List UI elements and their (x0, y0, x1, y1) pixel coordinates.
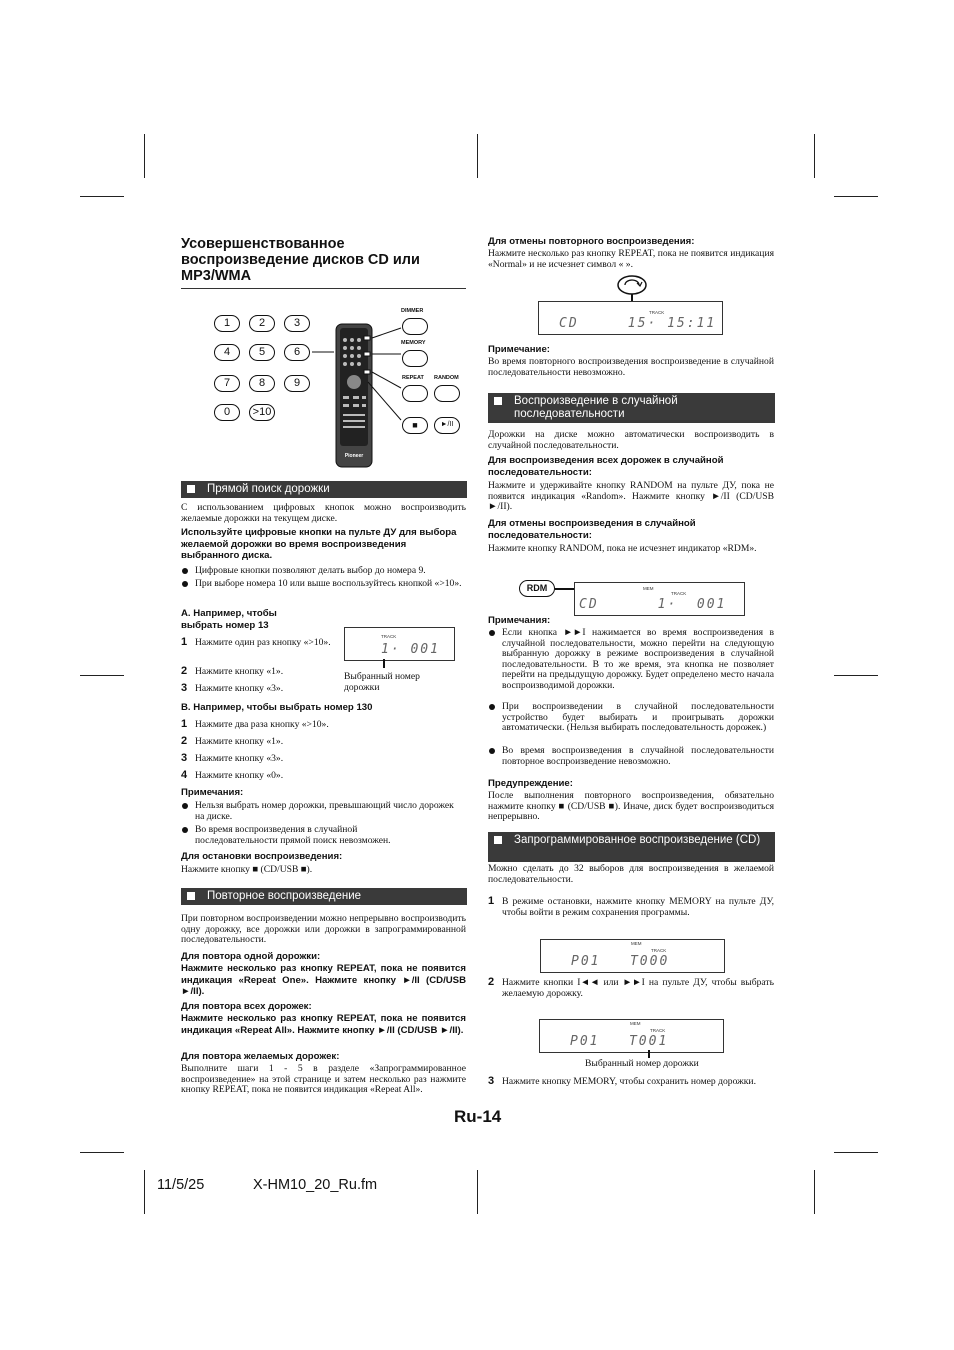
direct-instruction: Используйте цифровые кнопки на пульте ДУ для выбора желаемой дорожки во время воспроизведения выбранного диска. (181, 527, 457, 561)
lcd-track-label: TRACK (651, 948, 667, 953)
key-10plus: >10 (249, 404, 275, 421)
example-b-title: B. Например, чтобы выбрать номер 130 (181, 702, 373, 713)
step-text: Нажмите кнопку «0». (195, 770, 284, 781)
lcd-track-label: TRACK (650, 1028, 666, 1033)
random-button (434, 385, 460, 402)
repeat-button (402, 385, 428, 402)
program-intro: Можно сделать до 32 выборов для воспроизведения в желаемой последовательности. (488, 863, 774, 885)
crop-mark (477, 1170, 478, 1214)
cancel-repeat-title: Для отмены повторного воспроизведения: (488, 236, 695, 247)
example-a-step-2: 2 Нажмите кнопку «1». (181, 665, 284, 677)
step-text: Нажмите кнопку «1». (195, 736, 284, 747)
key-9: 9 (284, 375, 310, 392)
random-note: При воспроизведении в случайной последовательности устройство будет выбирать и проигрывать дорожки автоматически. (Нельзя выбирать последовательность дорожек.) (488, 702, 774, 734)
heading-text: Прямой поиск дорожки (207, 483, 330, 495)
repeat-want-text: Выполните шаги 1 - 5 в разделе «Запрограммированное воспроизведение» на этой странице и затем несколько раз нажмите кнопку REPEAT, пока не появится индикация «Repeat All». (181, 1063, 466, 1096)
warning-title: Предупреждение: (488, 778, 573, 789)
direct-note: Нельзя выбрать номер дорожки, превышающий число дорожек на диске. (181, 801, 460, 822)
random-note: Во время воспроизведения в случайной последовательности повторное воспроизведение невозможно. (488, 746, 774, 767)
play-pause-button: ►/II (434, 417, 460, 434)
dimmer-label: DIMMER (401, 308, 424, 314)
cancel-repeat-text: Нажмите несколько раз кнопку REPEAT, пока не появится индикация «Normal» и не исчезнет символ « ». (488, 248, 774, 270)
section-repeat-heading (181, 888, 467, 905)
direct-notes-title: Примечания: (181, 787, 244, 798)
lcd-text: CD 1· 001 (579, 597, 727, 612)
direct-bullet: При выборе номера 10 или выше воспользуйтесь кнопкой «>10». (181, 579, 467, 590)
warning-text: После выполнения повторного воспроизведения, обязательно нажмите кнопку ■ (CD/USB ■). Иначе, диск будет воспроизводиться непрерывно. (488, 790, 774, 823)
lcd-track-display (344, 627, 455, 661)
random-note: Если кнопка ►►I нажимается во время воспроизведения в случайной последовательности, можно перейти на следующую выбранную дорожку в режиме воспроизведения в случайной последовательности. В то же время, эта кнопка не позволяет перейти на предыдущую дорожку. Будет определено место начала воспроизводимой дорожки. (488, 628, 774, 692)
repeat-all-title: Для повтора всех дорожек: (181, 1001, 312, 1012)
lcd-random-display (574, 582, 745, 616)
lcd-mem-label: MEM (631, 941, 642, 946)
remote-body (306, 322, 416, 472)
direct-note: Во время воспроизведения в случайной последовательности прямой поиск невозможен. (181, 825, 440, 846)
key-8: 8 (249, 375, 275, 392)
repeat-want-title: Для повтора желаемых дорожек: (181, 1051, 340, 1062)
example-a-step-3: 3 Нажмите кнопку «3». (181, 682, 284, 694)
lcd-track-label: TRACK (671, 591, 687, 596)
memory-button (402, 350, 428, 367)
example-b-step-4: 4 Нажмите кнопку «0». (181, 769, 284, 781)
lcd-pointer (648, 1050, 650, 1058)
crop-mark (80, 1152, 124, 1153)
stop-title: Для остановки воспроизведения: (181, 851, 343, 862)
crop-mark (834, 196, 878, 197)
lcd-text: P01 T000 (571, 954, 670, 969)
key-5: 5 (249, 344, 275, 361)
memory-label: MEMORY (401, 340, 426, 346)
crop-mark (834, 1152, 878, 1153)
key-0: 0 (214, 404, 240, 421)
note1-title: Примечание: (488, 344, 550, 355)
key-4: 4 (214, 344, 240, 361)
heading-text: Повторное воспроизведение (207, 890, 362, 902)
lcd-pointer (383, 659, 385, 668)
lcd-track-label: TRACK (381, 634, 397, 639)
page-number: Ru-14 (454, 1107, 502, 1126)
lcd-track-label: TRACK (649, 310, 665, 315)
heading-text: Запрограммированное воспроизведение (CD) (514, 834, 761, 846)
program-step-2: 2 Нажмите кнопки I◄◄ или ►►I на пульте ДУ, чтобы выбрать желаемую дорожку. (488, 976, 774, 999)
lcd-mem-label: MEM (643, 586, 654, 591)
step-text: Нажмите два раза кнопку «>10». (195, 719, 329, 730)
random-label: RANDOM (434, 375, 459, 381)
lcd-program-display-1 (540, 939, 725, 973)
crop-mark (834, 675, 878, 676)
lcd-text: CD 15· 15:11 (559, 316, 717, 331)
crop-mark (144, 134, 145, 178)
step-text: Нажмите кнопку MEMORY, чтобы сохранить номер дорожки. (502, 1076, 756, 1087)
step-text: Нажмите один раз кнопку «>10». (195, 637, 331, 648)
step-text: Нажмите кнопку «1». (195, 666, 284, 677)
lcd-program-display-2 (539, 1019, 724, 1053)
example-b-step-2: 2 Нажмите кнопку «1». (181, 735, 284, 747)
random-notes-title: Примечания: (488, 615, 551, 626)
stop-text: Нажмите кнопку ■ (CD/USB ■). (181, 864, 313, 875)
step-text: Нажмите кнопку «3». (195, 753, 284, 764)
lcd-repeat-display (538, 301, 723, 335)
example-a-title: A. Например, чтобы выбрать номер 13 (181, 608, 277, 631)
footer-date: 11/5/25 (157, 1177, 205, 1193)
lcd-text: 1· 001 (381, 642, 440, 657)
direct-intro: С использованием цифровых кнопок можно воспроизводить желаемые дорожки на текущем диске. (181, 502, 466, 524)
program-step-1: 1 В режиме остановки, нажмите кнопку MEMORY на пульте ДУ, чтобы войти в режим сохранения программы. (488, 895, 774, 918)
program-step-3: 3 Нажмите кнопку MEMORY, чтобы сохранить номер дорожки. (488, 1075, 756, 1087)
direct-bullet: Цифровые кнопки позволяют делать выбор до номера 9. (181, 566, 467, 577)
random-all-text: Нажмите и удерживайте кнопку RANDOM на пульте ДУ, пока не появится индикация «Random». Нажмите кнопку ►/II (CD/USB ►/II). (488, 480, 774, 513)
key-1: 1 (214, 315, 240, 332)
remote-illustration (181, 300, 466, 472)
section-program-heading (488, 832, 775, 862)
lcd-text: P01 T001 (570, 1034, 669, 1049)
dimmer-button (402, 318, 428, 335)
crop-mark (80, 675, 124, 676)
page-title: Усовершенствованное воспроизведение дисков CD или MP3/WMA (181, 236, 420, 284)
repeat-one-title: Для повтора одной дорожки: (181, 951, 321, 962)
remote-brand: Pioneer (344, 453, 364, 459)
crop-mark (814, 1170, 815, 1214)
crop-mark (80, 196, 124, 197)
program-lcd-caption: Выбранный номер дорожки (585, 1058, 699, 1069)
note1-text: Во время повторного воспроизведения воспроизведение в случайной последовательности невозможно. (488, 356, 774, 378)
random-cancel-title: Для отмены воспроизведения в случайной последовательности: (488, 518, 696, 541)
step-text: Нажмите кнопку «3». (195, 683, 284, 694)
repeat-intro: При повторном воспроизведении можно непрерывно воспроизводить одну дорожку, все дорожки или дорожки в запрограммированной последовательности. (181, 913, 466, 946)
random-all-title: Для воспроизведения всех дорожек в случайной последовательности: (488, 455, 724, 478)
random-cancel-text: Нажмите кнопку RANDOM, пока не исчезнет индикатор «RDM». (488, 543, 757, 554)
key-7: 7 (214, 375, 240, 392)
random-intro: Дорожки на диске можно автоматически воспроизводить в случайной последовательности. (488, 429, 774, 451)
repeat-label: REPEAT (402, 375, 424, 381)
example-b-step-3: 3 Нажмите кнопку «3». (181, 752, 284, 764)
crop-mark (477, 134, 478, 178)
stop-button: ■ (402, 417, 428, 434)
footer-filename: X-HM10_20_Ru.fm (253, 1177, 378, 1193)
lcd-mem-label: MEM (630, 1021, 641, 1026)
key-6: 6 (284, 344, 310, 361)
repeat-one-text: Нажмите несколько раз кнопку REPEAT, пока не появится индикация «Repeat One». Нажмите кнопку ►/II (CD/USB ►/II). (181, 963, 466, 997)
heading-text: Воспроизведение в случайной последовательности (514, 395, 678, 420)
title-rule (181, 288, 466, 289)
example-b-step-1: 1 Нажмите два раза кнопку «>10». (181, 718, 329, 730)
crop-mark (814, 134, 815, 178)
rdm-badge: RDM (519, 580, 555, 597)
key-3: 3 (284, 315, 310, 332)
crop-mark (144, 1170, 145, 1214)
section-random-heading (488, 393, 775, 423)
step-text: В режиме остановки, нажмите кнопку MEMORY на пульте ДУ, чтобы войти в режим сохранения программы. (502, 896, 774, 918)
example-a-step-1: 1 Нажмите один раз кнопку «>10». (181, 636, 331, 648)
repeat-all-text: Нажмите несколько раз кнопку REPEAT, пока не появится индикация «Repeat All». Нажмите кнопку ►/II (CD/USB ►/II). (181, 1013, 466, 1036)
step-text: Нажмите кнопки I◄◄ или ►►I на пульте ДУ, чтобы выбрать желаемую дорожку. (502, 977, 774, 999)
section-direct-search-heading (181, 481, 467, 498)
lcd-caption: Выбранный номер дорожки (344, 671, 420, 693)
key-2: 2 (249, 315, 275, 332)
